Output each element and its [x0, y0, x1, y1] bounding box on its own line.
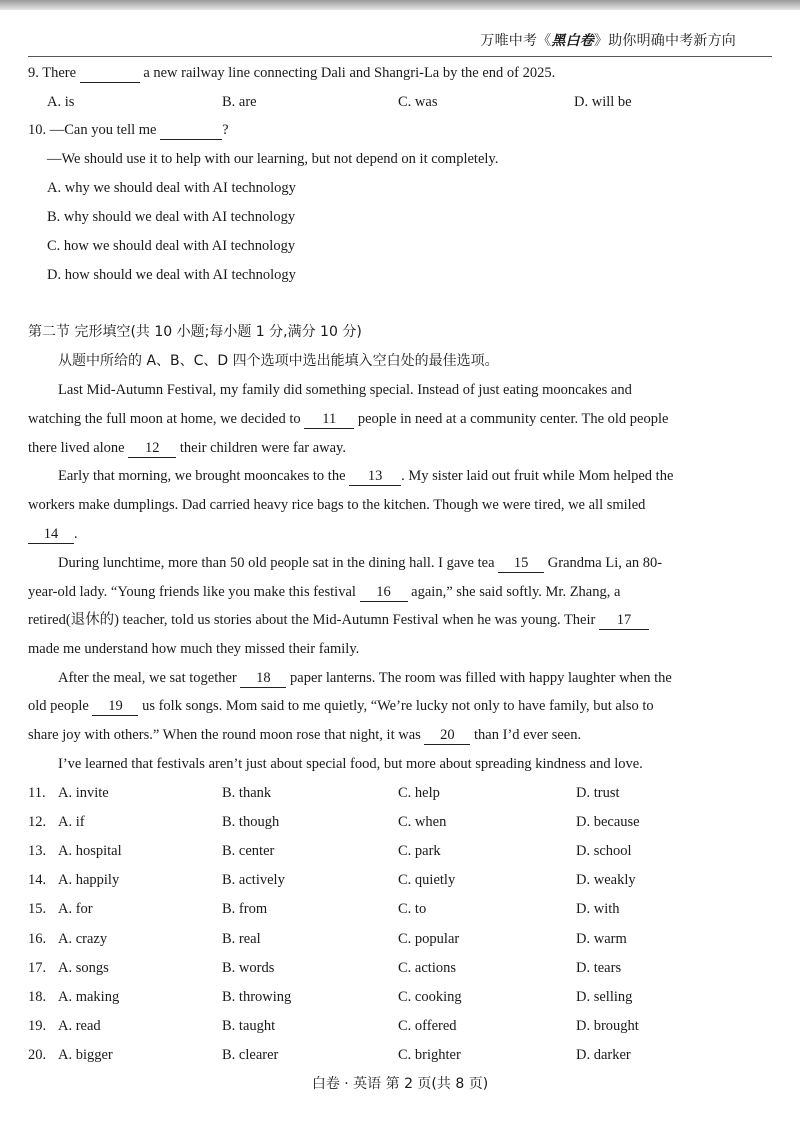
- option-d[interactable]: D. with: [576, 901, 620, 918]
- question-text: —Can you tell me: [49, 122, 157, 138]
- option-d[interactable]: D. brought: [576, 1017, 639, 1034]
- passage-line: made me understand how much they missed their family.: [28, 641, 360, 657]
- header-suffix: 》助你明确中考新方向: [594, 33, 736, 49]
- option-a[interactable]: A. making: [58, 988, 120, 1005]
- option-d[interactable]: D. weakly: [576, 872, 636, 889]
- scan-edge: [0, 0, 800, 10]
- option-b[interactable]: B. real: [222, 930, 261, 947]
- passage-line: [28, 697, 654, 717]
- passage-line: workers make dumplings. Dad carried heavy rice bags to the kitchen. Though we were tired, we all smiled: [28, 497, 646, 513]
- passage-line: [28, 410, 668, 430]
- option-number: 20.: [28, 1046, 47, 1063]
- question-10: [28, 121, 229, 141]
- passage-text: year-old lady. “Young friends like you make this festival: [28, 584, 356, 600]
- question-reply: —We should use it to help with our learning, but not depend on it completely.: [47, 151, 499, 167]
- option-b[interactable]: B. are: [222, 94, 257, 110]
- blank-15[interactable]: 15: [498, 556, 544, 573]
- passage-text: During lunchtime, more than 50 old people sat in the dining hall. I gave tea: [58, 555, 495, 571]
- section-instruction: 从题中所给的 A、B、C、D 四个选项中选出能填入空白处的最佳选项。: [58, 353, 499, 369]
- answer-blank[interactable]: [160, 123, 222, 140]
- option-c[interactable]: C. actions: [398, 959, 456, 976]
- passage-line: [58, 467, 673, 487]
- passage-text: Grandma Li, an 80-: [547, 555, 663, 571]
- question-number: 10.: [28, 122, 47, 138]
- passage-text: retired(退休的) teacher, told us stories about the Mid-Autumn Festival when he was young. Their: [28, 612, 596, 628]
- option-b[interactable]: B. clearer: [222, 1046, 279, 1063]
- question-number: 9.: [28, 65, 39, 81]
- option-a[interactable]: A. happily: [58, 872, 120, 889]
- passage-text: there lived alone: [28, 440, 125, 456]
- option-a[interactable]: A. crazy: [58, 930, 108, 947]
- option-a[interactable]: A. read: [58, 1017, 101, 1034]
- option-d[interactable]: D. darker: [576, 1046, 631, 1063]
- option-d[interactable]: D. because: [576, 814, 640, 831]
- option-c[interactable]: C. offered: [398, 1017, 457, 1034]
- option-number: 14.: [28, 872, 47, 889]
- option-a[interactable]: A. is: [47, 94, 75, 110]
- option-number: 13.: [28, 843, 47, 860]
- passage-line: [28, 611, 649, 631]
- option-c[interactable]: C. was: [398, 94, 438, 110]
- blank-16[interactable]: 16: [360, 585, 408, 602]
- passage-line: [58, 554, 662, 574]
- passage-text: than I’d ever seen.: [474, 727, 582, 743]
- option-a[interactable]: A. bigger: [58, 1046, 113, 1063]
- page-footer: 白卷 · 英语 第 2 页(共 8 页): [311, 1076, 489, 1092]
- header-divider: [28, 56, 772, 57]
- option-c[interactable]: C. brighter: [398, 1046, 461, 1063]
- passage-text: After the meal, we sat together: [58, 670, 237, 686]
- option-c[interactable]: C. quietly: [398, 872, 456, 889]
- passage-line: [28, 583, 620, 603]
- option-d[interactable]: D. how should we deal with AI technology: [47, 267, 296, 283]
- option-d[interactable]: D. will be: [574, 94, 632, 110]
- option-number: 19.: [28, 1017, 47, 1034]
- option-b[interactable]: B. from: [222, 901, 268, 918]
- passage-text: watching the full moon at home, we decided to: [28, 411, 301, 427]
- header-brand: 黑白卷: [551, 33, 594, 49]
- question-text: a new railway line connecting Dali and Shangri-La by the end of 2025.: [143, 65, 556, 81]
- option-b[interactable]: B. taught: [222, 1017, 276, 1034]
- header-prefix: 万唯中考《: [480, 33, 552, 49]
- option-number: 15.: [28, 901, 47, 918]
- option-d[interactable]: D. school: [576, 843, 632, 860]
- question-mark: ?: [222, 122, 229, 138]
- option-d[interactable]: D. tears: [576, 959, 622, 976]
- passage-text: us folk songs. Mom said to me quietly, “We’re lucky not only to have family, but also to: [142, 698, 654, 714]
- passage-text: paper lanterns. The room was filled with happy laughter when the: [290, 670, 672, 686]
- option-number: 16.: [28, 930, 47, 947]
- option-a[interactable]: A. if: [58, 814, 85, 831]
- passage-line: [28, 439, 346, 459]
- option-a[interactable]: A. songs: [58, 959, 109, 976]
- option-b[interactable]: B. thank: [222, 785, 272, 801]
- passage-text: share joy with others.” When the round moon rose that night, it was: [28, 727, 421, 743]
- option-number: 18.: [28, 988, 47, 1005]
- passage-text: old people: [28, 698, 89, 714]
- question-text: There: [42, 65, 77, 81]
- option-d[interactable]: D. trust: [576, 785, 620, 801]
- blank-17[interactable]: 17: [599, 613, 649, 630]
- blank-20[interactable]: 20: [424, 728, 470, 745]
- option-a[interactable]: A. why we should deal with AI technology: [47, 180, 296, 196]
- passage-text: Early that morning, we brought mooncakes to the: [58, 468, 346, 484]
- blank-19[interactable]: 19: [92, 699, 138, 716]
- passage-line: [28, 726, 581, 746]
- option-b[interactable]: B. why should we deal with AI technology: [47, 209, 296, 225]
- option-c[interactable]: C. to: [398, 901, 427, 918]
- option-b[interactable]: B. center: [222, 843, 275, 860]
- option-a[interactable]: A. for: [58, 901, 93, 918]
- blank-14[interactable]: 14: [28, 527, 74, 544]
- option-c[interactable]: C. park: [398, 843, 441, 860]
- passage-text: again,” she said softly. Mr. Zhang, a: [411, 584, 621, 600]
- option-c[interactable]: C. popular: [398, 930, 460, 947]
- passage-line: I’ve learned that festivals aren’t just about special food, but more about spreading kindness and love.: [58, 756, 643, 772]
- option-d[interactable]: D. warm: [576, 930, 627, 947]
- blank-18[interactable]: 18: [240, 671, 286, 688]
- question-9: [28, 64, 555, 84]
- page-header: [480, 32, 736, 51]
- blank-13[interactable]: 13: [349, 469, 401, 486]
- option-a[interactable]: A. invite: [58, 785, 109, 801]
- option-number: 12.: [28, 814, 47, 831]
- option-b[interactable]: B. words: [222, 959, 275, 976]
- option-c[interactable]: C. cooking: [398, 988, 462, 1005]
- passage-line: [58, 669, 672, 689]
- passage-line: [28, 525, 78, 545]
- passage-text: .: [74, 526, 78, 542]
- option-number: 11.: [28, 785, 46, 801]
- option-b[interactable]: B. though: [222, 814, 280, 831]
- option-c[interactable]: C. how we should deal with AI technology: [47, 238, 296, 254]
- option-c[interactable]: C. when: [398, 814, 447, 831]
- option-number: 17.: [28, 959, 47, 976]
- option-c[interactable]: C. help: [398, 785, 440, 801]
- section-title: 第二节 完形填空(共 10 小题;每小题 1 分,满分 10 分): [28, 324, 362, 340]
- passage-text: people in need at a community center. The old people: [357, 411, 669, 427]
- passage-line: Last Mid-Autumn Festival, my family did something special. Instead of just eating mooncakes and: [58, 382, 632, 398]
- option-d[interactable]: D. selling: [576, 988, 633, 1005]
- option-a[interactable]: A. hospital: [58, 843, 122, 860]
- option-b[interactable]: B. throwing: [222, 988, 292, 1005]
- option-b[interactable]: B. actively: [222, 872, 285, 889]
- blank-11[interactable]: 11: [304, 412, 354, 429]
- passage-text: . My sister laid out fruit while Mom helped the: [401, 468, 674, 484]
- answer-blank[interactable]: [80, 66, 140, 83]
- blank-12[interactable]: 12: [128, 441, 176, 458]
- passage-text: their children were far away.: [179, 440, 346, 456]
